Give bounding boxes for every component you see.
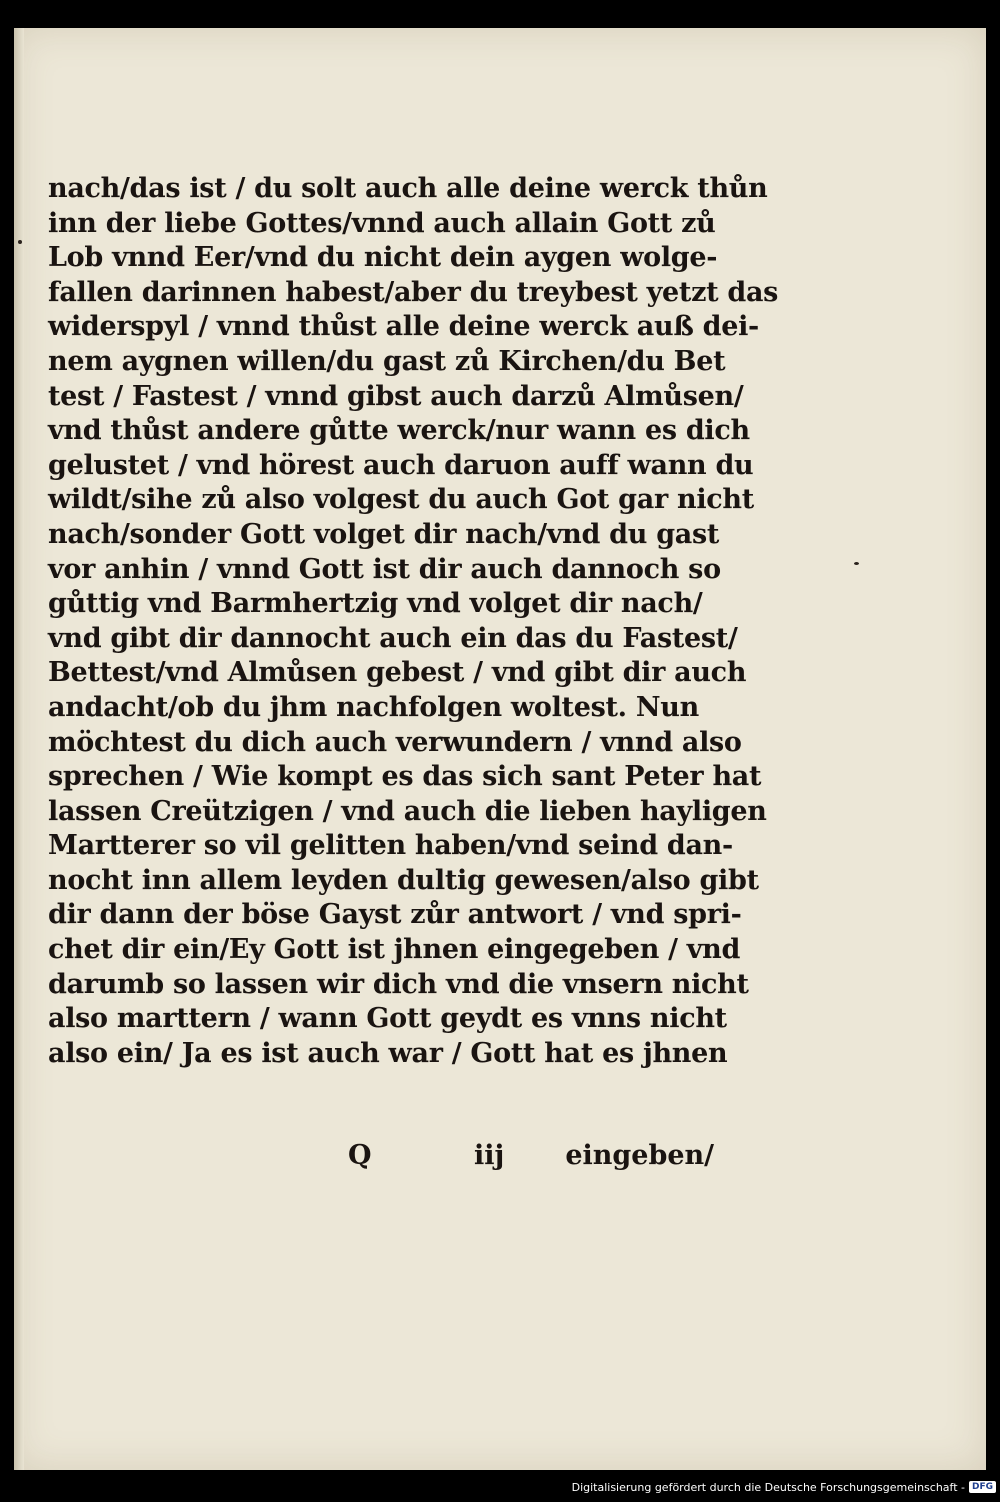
text-line: Martterer so vil gelitten haben/vnd seind dan- (48, 830, 733, 862)
signature-mark: Q (348, 1140, 372, 1171)
text-line: vor anhin / vnnd Gott ist dir auch dannoch so (48, 553, 721, 585)
text-line: inn der liebe Gottes/vnnd auch allain Gott zů (48, 207, 716, 239)
text-line: sprechen / Wie kompt es das sich sant Peter hat (48, 761, 762, 793)
text-line: also ein/ Ja es ist auch war / Gott hat es jhnen (48, 1037, 728, 1069)
text-line: chet dir ein/Ey Gott ist jhnen eingegeben / vnd (48, 934, 741, 966)
text-line: test / Fastest / vnnd gibst auch darzů Almůsen/ (48, 380, 744, 412)
dfg-logo: DFG (969, 1481, 996, 1493)
signature-line (348, 1140, 728, 1176)
text-line: also marttern / wann Gott geydt es vnns nicht (48, 1003, 727, 1035)
dfg-footer (572, 1478, 996, 1496)
text-line: nach/sonder Gott volget dir nach/vnd du gast (48, 518, 720, 550)
text-line: nocht inn allem leyden dultig gewesen/also gibt (48, 864, 759, 896)
text-line: Bettest/vnd Almůsen gebest / vnd gibt dir auch (48, 657, 747, 689)
footer-credit-text: Digitalisierung gefördert durch die Deutsche Forschungsgemeinschaft - (571, 1480, 965, 1494)
text-line: widerspyl / vnnd thůst alle deine werck auß dei- (48, 311, 759, 343)
text-line: dir dann der böse Gayst zůr antwort / vnd spri- (48, 899, 742, 931)
page-gutter-edge (14, 28, 24, 1470)
ink-speck (854, 562, 859, 565)
text-line: lassen Creützigen / vnd auch die lieben hayligen (48, 795, 767, 827)
book-page (14, 28, 986, 1470)
text-line: nach/das ist / du solt auch alle deine werck thůn (48, 173, 768, 204)
text-line: gelustet / vnd hörest auch daruon auff wann du (48, 449, 754, 481)
text-line: Lob vnnd Eer/vnd du nicht dein aygen wolge- (48, 242, 718, 274)
text-line: vnd gibt dir dannocht auch ein das du Fastest/ (48, 622, 738, 654)
text-line: nem aygnen willen/du gast zů Kirchen/du Bet (48, 345, 726, 377)
text-line: möchtest du dich auch verwundern / vnnd also (48, 726, 742, 758)
text-line: fallen darinnen habest/aber du treybest yetzt das (48, 276, 779, 308)
text-line: gůttig vnd Barmhertzig vnd volget dir nach/ (48, 588, 703, 620)
signature-number: iij (474, 1140, 505, 1171)
catchword: eingeben/ (565, 1140, 714, 1171)
text-line: vnd thůst andere gůtte werck/nur wann es dich (48, 415, 750, 447)
ink-speck (18, 240, 22, 244)
text-line: wildt/sihe zů also volgest du auch Got gar nicht (48, 484, 754, 516)
text-block (48, 172, 779, 1071)
text-line: darumb so lassen wir dich vnd die vnsern nicht (48, 968, 749, 1000)
text-line: andacht/ob du jhm nachfolgen woltest. Nun (48, 691, 699, 723)
